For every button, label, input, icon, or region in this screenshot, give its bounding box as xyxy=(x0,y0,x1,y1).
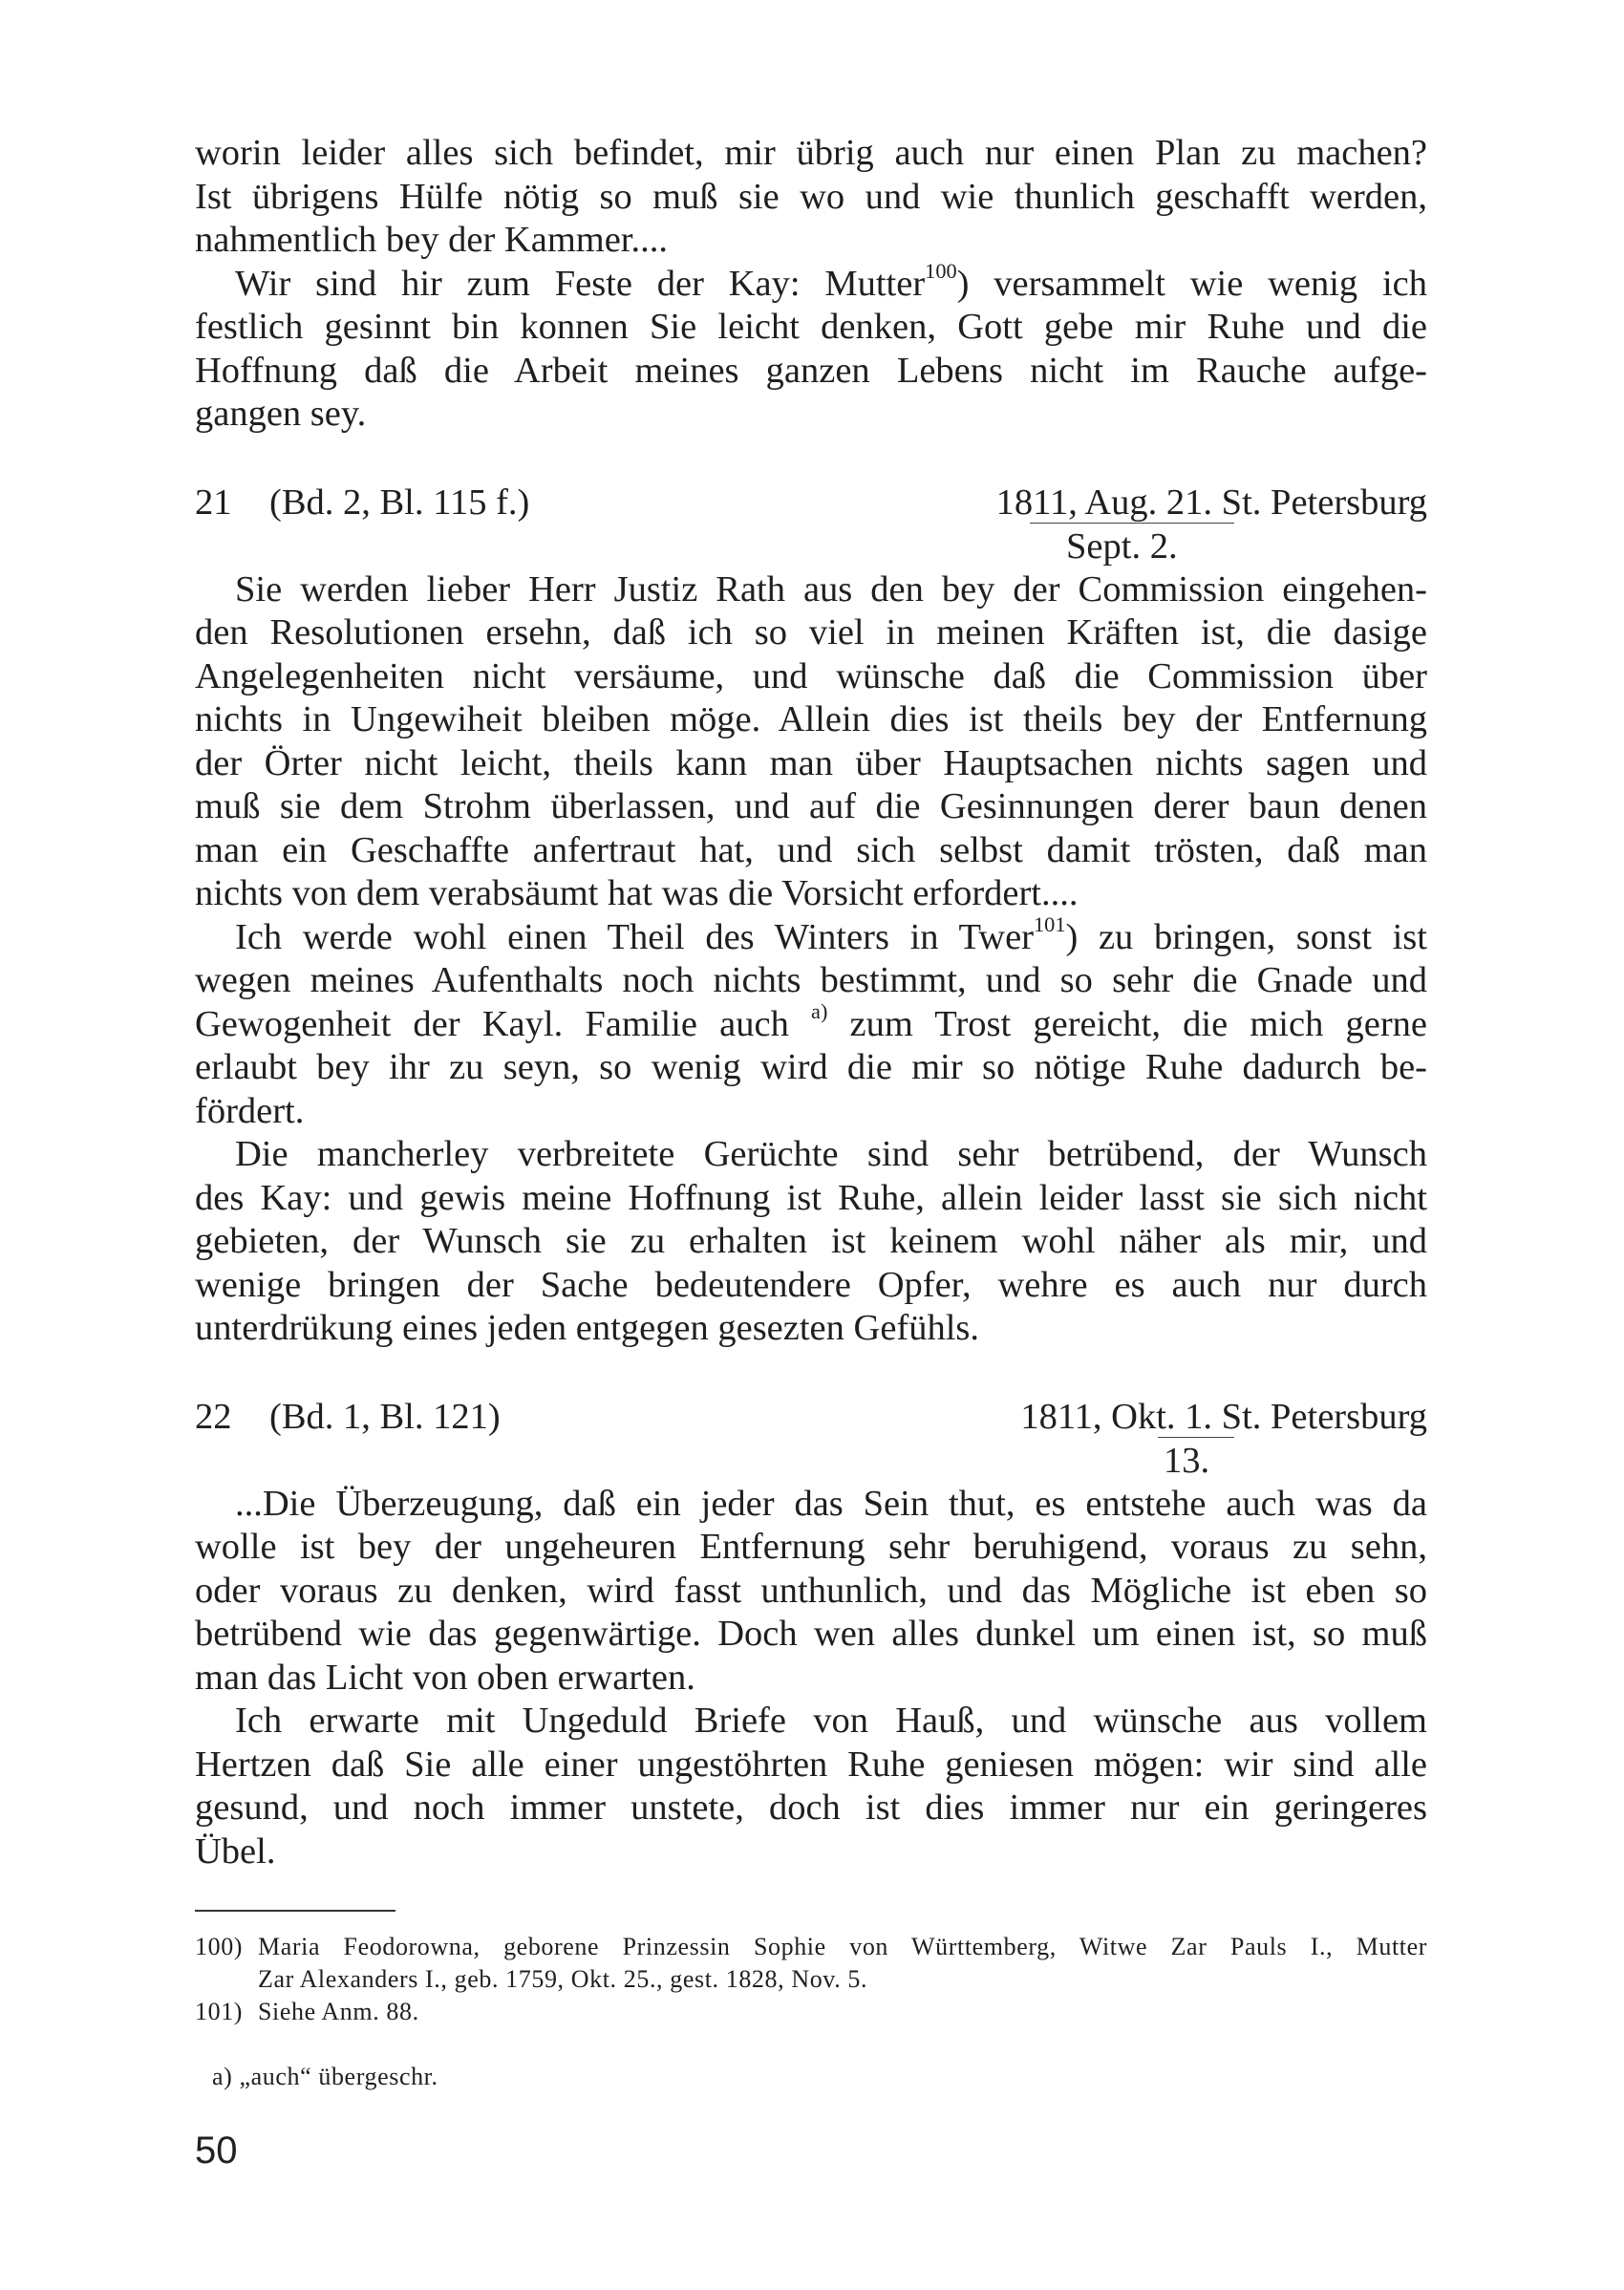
entry-21-subdate xyxy=(195,524,1427,568)
entry-21-paragraph-3 xyxy=(195,1133,1427,1351)
text-line: Hoffnung daß die Arbeit meines ganzen Lebens nicht im Rauche aufge- xyxy=(195,350,1427,391)
text-line: Angelegenheiten nicht versäume, und wünsche daß die Commission über xyxy=(195,655,1427,696)
text-line: unterdrükung eines jeden entgegen gesezten Gefühls. xyxy=(195,1308,980,1348)
entry-22-paragraph-1 xyxy=(195,1483,1427,1701)
text-line: Ist übrigens Hülfe nötig so muß sie wo und wie thunlich geschafft werden, xyxy=(195,176,1427,217)
text-line: festlich gesinnt bin konnen Sie leicht denken, Gott gebe mir Ruhe und die xyxy=(195,307,1427,347)
entry-source: (Bd. 2, Bl. 115 f.) xyxy=(269,482,530,523)
footnote-number: 100) xyxy=(195,1933,244,1960)
text-line: fördert. xyxy=(195,1090,305,1131)
text-line: wolle ist bey der ungeheuren Entfernung sehr beruhigend, voraus zu sehn, xyxy=(195,1527,1427,1567)
text-line: wegen meines Aufenthalts noch nichts bestimmt, und so sehr die Gnade und xyxy=(195,960,1427,1000)
text-line: man das Licht von oben erwarten. xyxy=(195,1657,695,1698)
text-line: Sie werden lieber Herr Justiz Rath aus den bey der Commission eingehen- xyxy=(235,568,1427,610)
entry-21-paragraph-2 xyxy=(195,911,1428,1134)
new-style-date: 13. xyxy=(1164,1440,1210,1481)
text-line: Hertzen daß Sie alle einer ungestöhrten Ruhe geniesen mögen: wir sind alle xyxy=(195,1744,1427,1785)
date-rule xyxy=(1158,1437,1234,1438)
entry-source: (Bd. 1, Bl. 121) xyxy=(269,1396,501,1437)
text-line: nahmentlich bey der Kammer.... xyxy=(195,220,668,260)
text-critical-note: a) „auch“ übergeschr. xyxy=(212,2063,438,2090)
footnote-100 xyxy=(195,1931,1427,1996)
text-line: der Örter nicht leicht, theils kann man über Hauptsachen nichts sagen und xyxy=(195,742,1427,783)
text-line: oder voraus zu denken, wird fasst unthunlich, und das Mögliche ist eben so xyxy=(195,1570,1427,1611)
text-line: erlaubt bey ihr zu seyn, so wenig wird die mir so nötige Ruhe dadurch be- xyxy=(195,1047,1427,1087)
text-line: Ich werde wohl einen Theil des Winters in Twer$^{101}$) zu bringen, sonst ist xyxy=(235,911,1427,957)
footnote-line: Maria Feodorowna, geborene Prinzessin Sophie von Württemberg, Witwe Zar Pauls I., Mutter xyxy=(258,1933,1427,1960)
text-line: Ich erwarte mit Ungeduld Briefe von Hauß, und wünsche aus vollem xyxy=(235,1701,1427,1741)
entry-number: 22 xyxy=(195,1396,232,1437)
intro-paragraph-2 xyxy=(195,258,1427,437)
text-note-ref-a: a) xyxy=(811,998,828,1023)
entry-date: 1811, Okt. 1. St. Petersburg xyxy=(1020,1396,1427,1437)
text-line: man ein Geschaffte anfertraut hat, und sich selbst damit trösten, daß man xyxy=(195,829,1427,870)
text-line: Die mancherley verbreitete Gerüchte sind sehr betrübend, der Wunsch xyxy=(235,1134,1427,1174)
entry-22-header xyxy=(195,1395,1427,1439)
footnote-ref-101: 101 xyxy=(1034,911,1066,936)
text-line: Gewogenheit der Kayl. Familie auch $^{a)}$ zum Trost gereicht, die mich gerne xyxy=(195,998,1428,1044)
footnote-101 xyxy=(195,1996,1427,2028)
footnote-ref-100: 100 xyxy=(925,258,957,283)
text-line: ...Die Überzeugung, daß ein jeder das Sein thut, es entstehe auch was da xyxy=(235,1483,1427,1524)
entry-22-paragraph-2 xyxy=(195,1700,1427,1873)
text-line: betrübend wie das gegenwärtige. Doch wen alles dunkel um einen ist, so muß xyxy=(195,1614,1427,1654)
text-line: nichts von dem verabsäumt hat was die Vorsicht erfordert.... xyxy=(195,873,1079,913)
page-number: 50 xyxy=(195,2129,238,2172)
page-body xyxy=(195,132,1427,2093)
footnote-line: Siehe Anm. 88. xyxy=(258,1998,419,2025)
text-line: nichts in Ungewiheit bleiben möge. Allein dies ist theils bey der Entfernung xyxy=(195,699,1427,739)
text-line: muß sie dem Strohm überlassen, und auf die Gesinnungen derer baun denen xyxy=(195,786,1427,826)
text-line: des Kay: und gewis meine Hoffnung ist Ruhe, allein leider lasst sie sich nicht xyxy=(195,1177,1427,1218)
entry-21-paragraph-1 xyxy=(195,568,1427,916)
text-line: Wir sind hir zum Feste der Kay: Mutter$^{100}$) versammelt wie wenig ich xyxy=(235,258,1427,304)
new-style-date: Sept. 2. xyxy=(1066,525,1178,567)
footnote-divider xyxy=(195,1910,395,1912)
footnote-line: Zar Alexanders I., geb. 1759, Okt. 25., gest. 1828, Nov. 5. xyxy=(258,1965,868,1993)
text-line: gangen sey. xyxy=(195,394,367,434)
text-line: Übel. xyxy=(195,1830,276,1872)
date-rule xyxy=(1030,523,1234,524)
entry-21-header xyxy=(195,481,1427,524)
intro-paragraph-1 xyxy=(195,132,1427,263)
footnote-number: 101) xyxy=(195,1998,244,2025)
text-line: gebieten, der Wunsch sie zu erhalten ist keinem wohl näher als mir, und xyxy=(195,1221,1427,1261)
text-line: den Resolutionen ersehn, daß ich so viel in meinen Kräften ist, die dasige xyxy=(195,612,1427,653)
text-line: gesund, und noch immer unstete, doch ist dies immer nur ein geringeres xyxy=(195,1787,1427,1828)
entry-22-subdate xyxy=(195,1439,1427,1483)
entry-date: 1811, Aug. 21. St. Petersburg xyxy=(995,482,1427,523)
text-line: wenige bringen der Sache bedeutendere Opfer, wehre es auch nur durch xyxy=(195,1264,1427,1305)
entry-number: 21 xyxy=(195,482,232,523)
text-line: worin leider alles sich befindet, mir übrig auch nur einen Plan zu machen? xyxy=(195,133,1427,173)
